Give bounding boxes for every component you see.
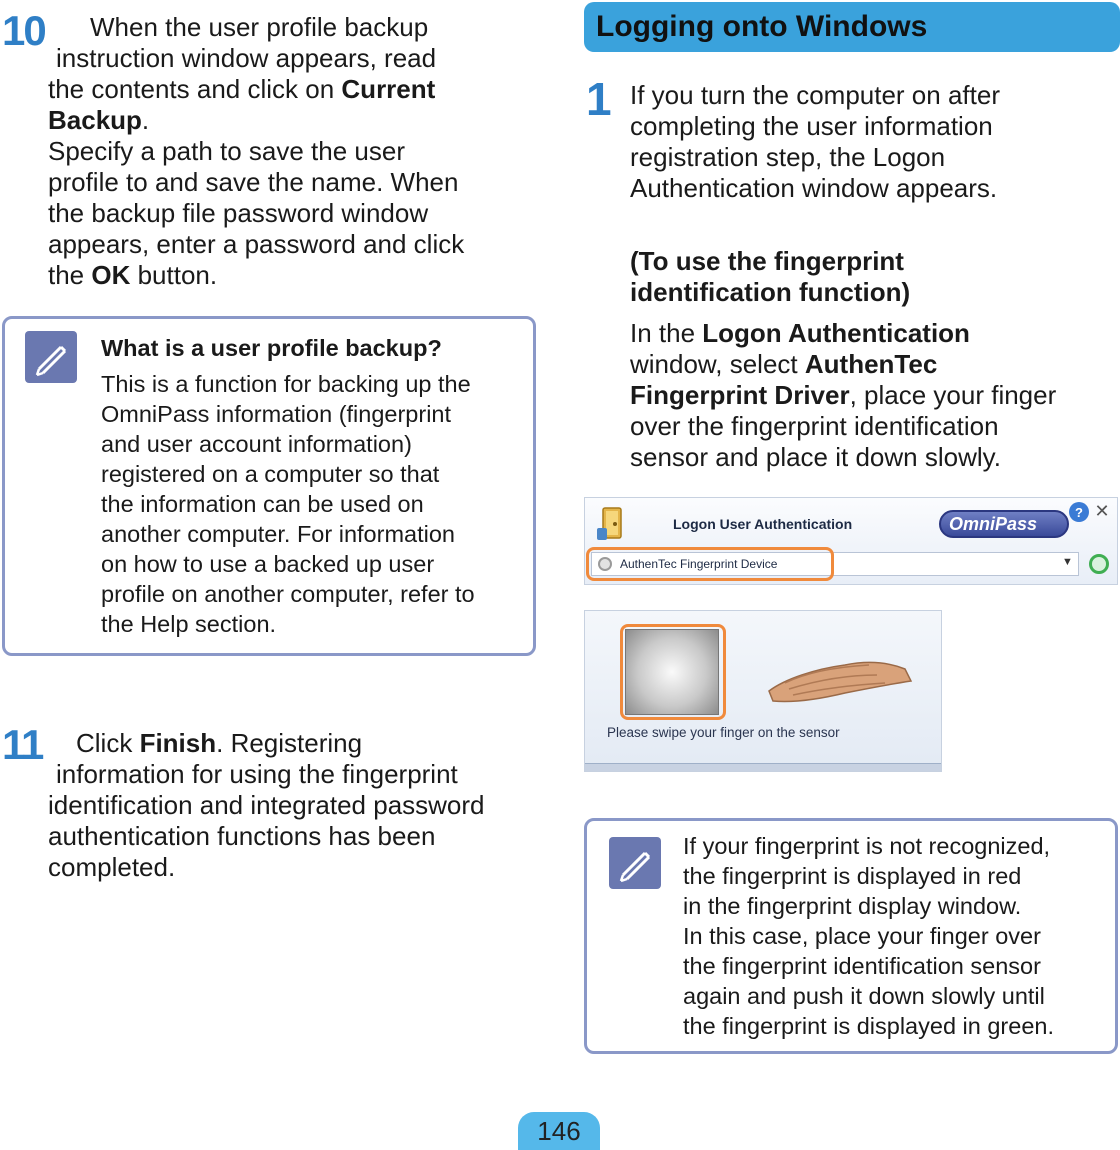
sensor-caption: Please swipe your finger on the sensor <box>607 725 840 740</box>
current-backup-label: Current <box>341 74 436 104</box>
step-1-line <box>630 318 1118 349</box>
step-10-text-run: the contents and click on <box>48 74 342 104</box>
note-1-line: the Help section. <box>101 611 277 637</box>
window-status-strip <box>585 763 941 771</box>
step-1-line: registration step, the Logon <box>630 142 946 172</box>
spacer <box>630 204 1118 246</box>
step-1-text-run: , place your finger <box>849 380 1057 410</box>
note-1-line: profile on another computer, refer to <box>101 581 475 607</box>
note-2-line: the fingerprint is displayed in red <box>683 863 1022 889</box>
omnipass-brand-text: OmniPass <box>949 513 1038 534</box>
pencil-icon <box>615 843 655 883</box>
step-11-text-run: Click <box>76 728 140 758</box>
step-10-text-run: the <box>48 260 92 290</box>
current-backup-label-cont: Backup <box>48 105 142 135</box>
logon-window-title: Logon User Authentication <box>673 516 853 532</box>
authentec-label: AuthenTec <box>804 349 938 379</box>
fingerprint-driver-label: Fingerprint Driver <box>630 380 850 410</box>
step-11-line: information for using the fingerprint <box>56 759 458 789</box>
note-1-line: and user account information) <box>101 431 412 457</box>
note-2-line: the fingerprint identification sensor <box>683 953 1041 979</box>
device-highlight <box>586 547 834 581</box>
note-2-content <box>683 831 1117 1041</box>
step-1-line: over the fingerprint identification <box>630 411 999 441</box>
step-10-line: When the user profile backup <box>90 12 429 42</box>
step-10-number: 10 <box>2 7 45 54</box>
omnipass-logo <box>939 510 1069 538</box>
step-10-text-run: button. <box>130 260 218 290</box>
step-1-line <box>630 380 1118 411</box>
note-box-not-recognized <box>584 818 1118 1054</box>
note-2-line: In this case, place your finger over <box>683 923 1041 949</box>
step-10-line: appears, enter a password and click <box>48 229 465 259</box>
step-10-line: Specify a path to save the user <box>48 136 405 166</box>
sub-heading: identification function) <box>630 277 911 307</box>
step-10-line <box>48 74 528 105</box>
step-10-line <box>48 260 528 291</box>
step-11-text <box>48 728 538 883</box>
note-2-line: If your fingerprint is not recognized, <box>683 833 1051 859</box>
step-1-line <box>630 349 1118 380</box>
device-select-value: AuthenTec Fingerprint Device <box>620 557 778 571</box>
step-10-text-run: . <box>141 105 150 135</box>
step-1-text-run: window, select <box>630 349 805 379</box>
step-10-text <box>48 12 528 291</box>
step-1-line: completing the user information <box>630 111 993 141</box>
step-11-line: completed. <box>48 852 176 882</box>
note-1-line: another computer. For information <box>101 521 455 547</box>
note-2-line: again and push it down slowly until <box>683 983 1045 1009</box>
finish-button-label: Finish <box>139 728 217 758</box>
hand-swipe-icon <box>765 639 915 709</box>
step-11-number: 11 <box>2 721 43 768</box>
step-11-line: authentication functions has been <box>48 821 436 851</box>
step-11-text-run: . Registering <box>216 728 363 758</box>
ok-button-label: OK <box>91 260 131 290</box>
chevron-down-icon[interactable]: ▼ <box>1062 556 1073 568</box>
note-2-line: in the fingerprint display window. <box>683 893 1022 919</box>
sensor-highlight <box>620 624 726 720</box>
help-icon[interactable]: ? <box>1069 502 1089 522</box>
logon-authentication-label: Logon Authentication <box>702 318 970 348</box>
step-1-line: If you turn the computer on after <box>630 80 1000 110</box>
note-1-line: registered on a computer so that <box>101 461 440 487</box>
step-11-line: identification and integrated password <box>48 790 485 820</box>
note-2-line: the fingerprint is displayed in green. <box>683 1013 1054 1039</box>
note-1-line: This is a function for backing up the <box>101 371 471 397</box>
refresh-icon[interactable] <box>1089 554 1109 574</box>
spacer <box>630 308 1118 318</box>
section-header: Logging onto Windows <box>584 2 1120 52</box>
sub-heading: (To use the fingerprint <box>630 246 904 276</box>
pencil-note-icon <box>609 837 661 889</box>
note-1-content <box>101 333 533 639</box>
step-1-line: Authentication window appears. <box>630 173 998 203</box>
note-box-user-profile-backup <box>2 316 536 656</box>
note-1-title: What is a user profile backup? <box>101 335 442 361</box>
pencil-note-icon <box>25 331 77 383</box>
pencil-icon <box>31 337 71 377</box>
note-1-line: OmniPass information (fingerprint <box>101 401 452 427</box>
close-icon[interactable]: ✕ <box>1094 501 1110 521</box>
page-number: 146 <box>518 1112 600 1150</box>
step-10-line: instruction window appears, read <box>56 43 437 73</box>
step-10-line <box>48 105 528 136</box>
step-10-line: the backup file password window <box>48 198 429 228</box>
step-11-line <box>48 728 538 759</box>
step-1-line: sensor and place it down slowly. <box>630 442 1001 472</box>
logon-door-icon <box>597 506 627 542</box>
note-1-line: the information can be used on <box>101 491 424 517</box>
note-1-line: on how to use a backed up user <box>101 551 435 577</box>
step-1-text <box>630 80 1118 473</box>
step-1-text-run: In the <box>630 318 703 348</box>
step-1-number: 1 <box>586 73 610 125</box>
step-10-line: profile to and save the name. When <box>48 167 459 197</box>
